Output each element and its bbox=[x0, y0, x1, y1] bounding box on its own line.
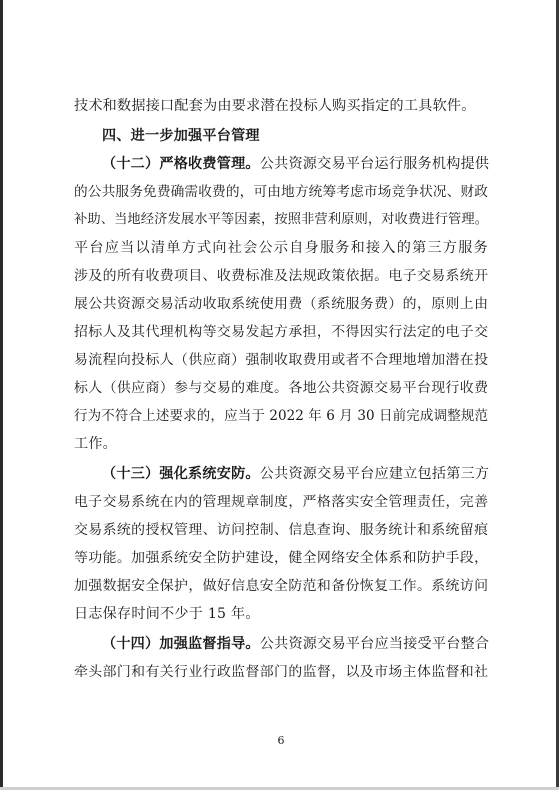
line-text: 工作。 bbox=[74, 436, 118, 452]
paragraph-line bbox=[74, 350, 488, 370]
paragraph-line bbox=[74, 96, 488, 116]
line-text: 行为不符合上述要求的，应当于 2022 年 6 月 30 日前完成调整规范 bbox=[74, 408, 488, 424]
line-text: 公共资源交易平台运行服务机构提供 bbox=[259, 156, 490, 172]
line-text: 公共资源交易平台应建立包括第三方 bbox=[259, 466, 490, 482]
paragraph-line bbox=[74, 294, 488, 314]
paragraph-line bbox=[74, 576, 488, 596]
paragraph-line bbox=[74, 406, 488, 426]
line-text: 牵头部门和有关行业行政监督部门的监督，以及市场主体监督和社 bbox=[74, 664, 488, 680]
paragraph-line bbox=[74, 378, 488, 398]
line-text: 易流程向投标人（供应商）强制收取费用或者不合理地增加潜在投 bbox=[74, 352, 488, 368]
line-text: 展公共资源交易活动收取系统使用费（系统服务费）的，原则上由 bbox=[74, 296, 488, 312]
paragraph-line bbox=[74, 434, 488, 454]
paragraph-line bbox=[74, 210, 488, 230]
scan-edge-left bbox=[0, 0, 3, 790]
paragraph-line bbox=[102, 634, 488, 654]
line-text: 电子交易系统在内的管理规章制度，严格落实安全管理责任，完善 bbox=[74, 494, 488, 510]
line-text: 的公共服务免费确需收费的，可由地方统筹考虑市场竞争状况、财政 bbox=[74, 184, 488, 200]
paragraph-line bbox=[74, 492, 488, 512]
paragraph-line bbox=[74, 520, 488, 540]
subsection-lead: （十三）强化系统安防。 bbox=[102, 466, 260, 482]
line-text: 技术和数据接口配套为由要求潜在投标人购买指定的工具软件。 bbox=[74, 98, 476, 114]
line-text: 加强数据安全保护，做好信息安全防范和备份恢复工作。系统访问 bbox=[74, 578, 488, 594]
paragraph-line bbox=[74, 604, 488, 624]
section-heading bbox=[102, 126, 488, 146]
line-text: 标人（供应商）参与交易的难度。各地公共资源交易平台现行收费 bbox=[74, 380, 488, 396]
paragraph-line bbox=[74, 322, 488, 342]
paragraph-line bbox=[74, 266, 488, 286]
paragraph-line bbox=[102, 154, 488, 174]
document-page bbox=[74, 0, 488, 790]
line-text: 公共资源交易平台应当接受平台整合 bbox=[259, 636, 490, 652]
subsection-lead: （十二）严格收费管理。 bbox=[102, 156, 260, 172]
section-heading-text: 四、进一步加强平台管理 bbox=[102, 128, 260, 144]
line-text: 等功能。加强系统安全防护建设，健全网络安全体系和防护手段， bbox=[74, 550, 488, 566]
line-text: 涉及的所有收费项目、收费标准及法规政策依据。电子交易系统开 bbox=[74, 268, 488, 284]
line-text: 平台应当以清单方式向社会公示自身服务和接入的第三方服务 bbox=[74, 240, 488, 256]
paragraph-line bbox=[74, 238, 488, 258]
paragraph-line bbox=[74, 548, 488, 568]
paragraph-line bbox=[102, 464, 488, 484]
subsection-lead: （十四）加强监督指导。 bbox=[102, 636, 260, 652]
line-text: 日志保存时间不少于 15 年。 bbox=[74, 606, 260, 622]
paragraph-line bbox=[74, 662, 488, 682]
paragraph-line bbox=[74, 182, 488, 202]
line-text: 招标人及其代理机构等交易发起方承担，不得因实行法定的电子交 bbox=[74, 324, 488, 340]
page-number: 6 bbox=[277, 734, 285, 747]
line-text: 交易系统的授权管理、访问控制、信息查询、服务统计和系统留痕 bbox=[74, 522, 488, 538]
line-text: 补助、当地经济发展水平等因素，按照非营利原则，对收费进行管理。 bbox=[74, 212, 488, 227]
